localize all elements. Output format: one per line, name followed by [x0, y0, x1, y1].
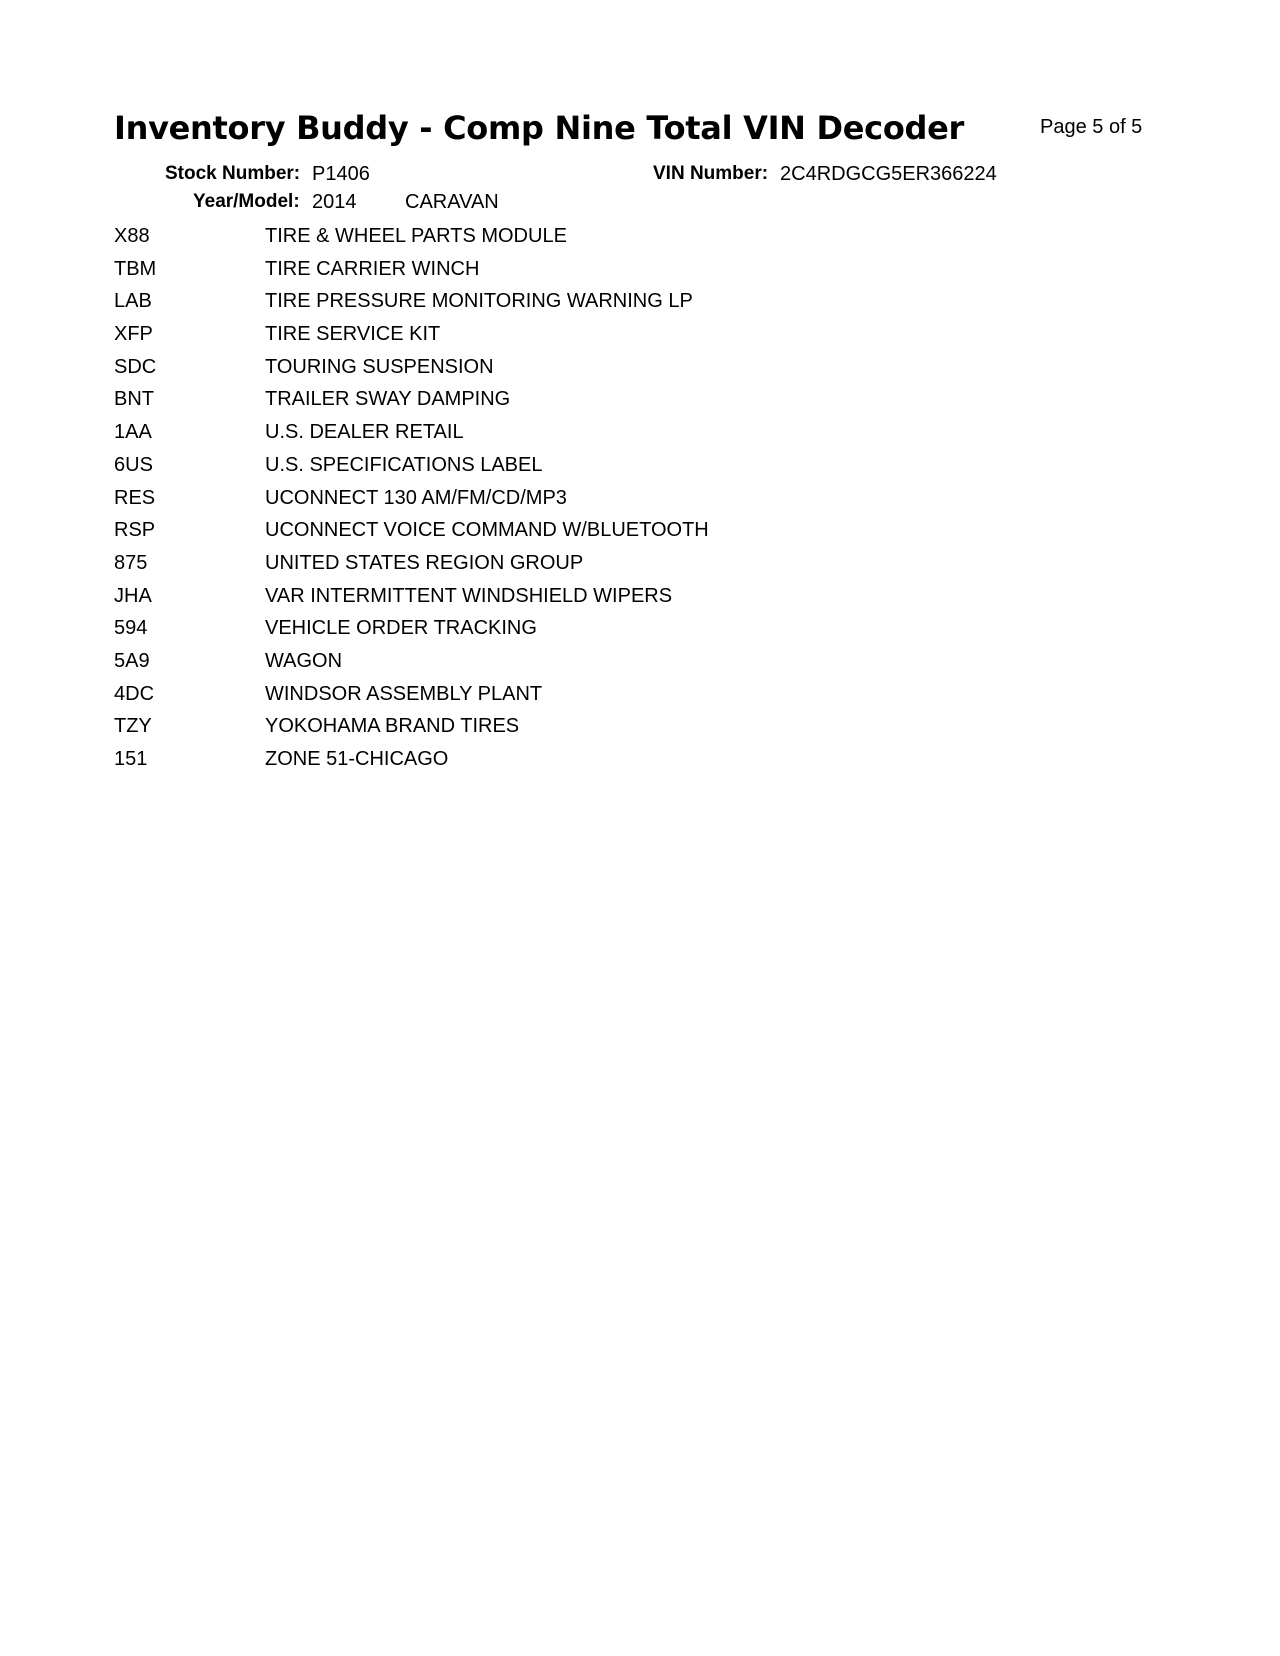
option-code: 6US [114, 453, 153, 476]
list-item [114, 749, 1014, 782]
option-description: U.S. SPECIFICATIONS LABEL [265, 453, 543, 476]
list-item [114, 684, 1014, 717]
list-item [114, 357, 1014, 390]
option-code: TZY [114, 715, 152, 738]
model-value: CARAVAN [405, 191, 499, 213]
option-code: RSP [114, 519, 156, 542]
option-description: TIRE & WHEEL PARTS MODULE [265, 225, 567, 247]
option-code: LAB [114, 290, 152, 313]
list-item [114, 586, 1014, 619]
list-item [114, 422, 1014, 455]
option-description: UNITED STATES REGION GROUP [265, 551, 584, 574]
option-description: TIRE PRESSURE MONITORING WARNING LP [265, 290, 693, 313]
option-description: TIRE CARRIER WINCH [265, 257, 480, 280]
list-item [114, 226, 1014, 259]
year-model-label: Year/Model: [193, 191, 300, 212]
option-code: 151 [114, 748, 148, 770]
options-list [114, 226, 1014, 782]
page-indicator: Page 5 of 5 [1040, 116, 1143, 138]
list-item [114, 291, 1014, 324]
option-code: 594 [114, 617, 148, 640]
option-code: RES [114, 486, 156, 509]
list-item [114, 553, 1014, 586]
option-code: JHA [114, 584, 152, 607]
stock-number-value: P1406 [312, 163, 370, 185]
year-value: 2014 [312, 191, 357, 213]
list-item [114, 455, 1014, 488]
option-description: UCONNECT VOICE COMMAND W/BLUETOOTH [265, 519, 709, 542]
option-code: BNT [114, 388, 154, 411]
list-item [114, 259, 1014, 292]
option-code: 1AA [114, 421, 152, 444]
list-item [114, 488, 1014, 521]
option-code: 4DC [114, 682, 155, 705]
option-description: TIRE SERVICE KIT [265, 323, 441, 346]
vin-number-value: 2C4RDGCG5ER366224 [780, 163, 997, 185]
list-item [114, 324, 1014, 357]
report-title: Inventory Buddy - Comp Nine Total VIN Decoder [114, 109, 965, 147]
option-description: WAGON [265, 649, 343, 672]
option-code: 875 [114, 551, 148, 574]
list-item [114, 520, 1014, 553]
option-description: VAR INTERMITTENT WINDSHIELD WIPERS [265, 584, 673, 607]
vin-number-label: VIN Number: [653, 163, 769, 184]
option-description: TRAILER SWAY DAMPING [265, 388, 511, 411]
option-code: 5A9 [114, 649, 150, 672]
list-item [114, 618, 1014, 651]
option-description: VEHICLE ORDER TRACKING [265, 617, 537, 640]
list-item [114, 716, 1014, 749]
option-description: YOKOHAMA BRAND TIRES [265, 715, 520, 738]
option-code: X88 [114, 225, 150, 247]
option-description: WINDSOR ASSEMBLY PLANT [265, 682, 543, 705]
option-description: UCONNECT 130 AM/FM/CD/MP3 [265, 486, 567, 509]
stock-number-label: Stock Number: [165, 163, 301, 184]
list-item [114, 389, 1014, 422]
option-description: U.S. DEALER RETAIL [265, 421, 464, 444]
option-description: ZONE 51-CHICAGO [265, 748, 449, 770]
option-code: XFP [114, 323, 153, 346]
option-code: SDC [114, 355, 157, 378]
list-item [114, 651, 1014, 684]
option-description: TOURING SUSPENSION [265, 355, 494, 378]
option-code: TBM [114, 257, 157, 280]
